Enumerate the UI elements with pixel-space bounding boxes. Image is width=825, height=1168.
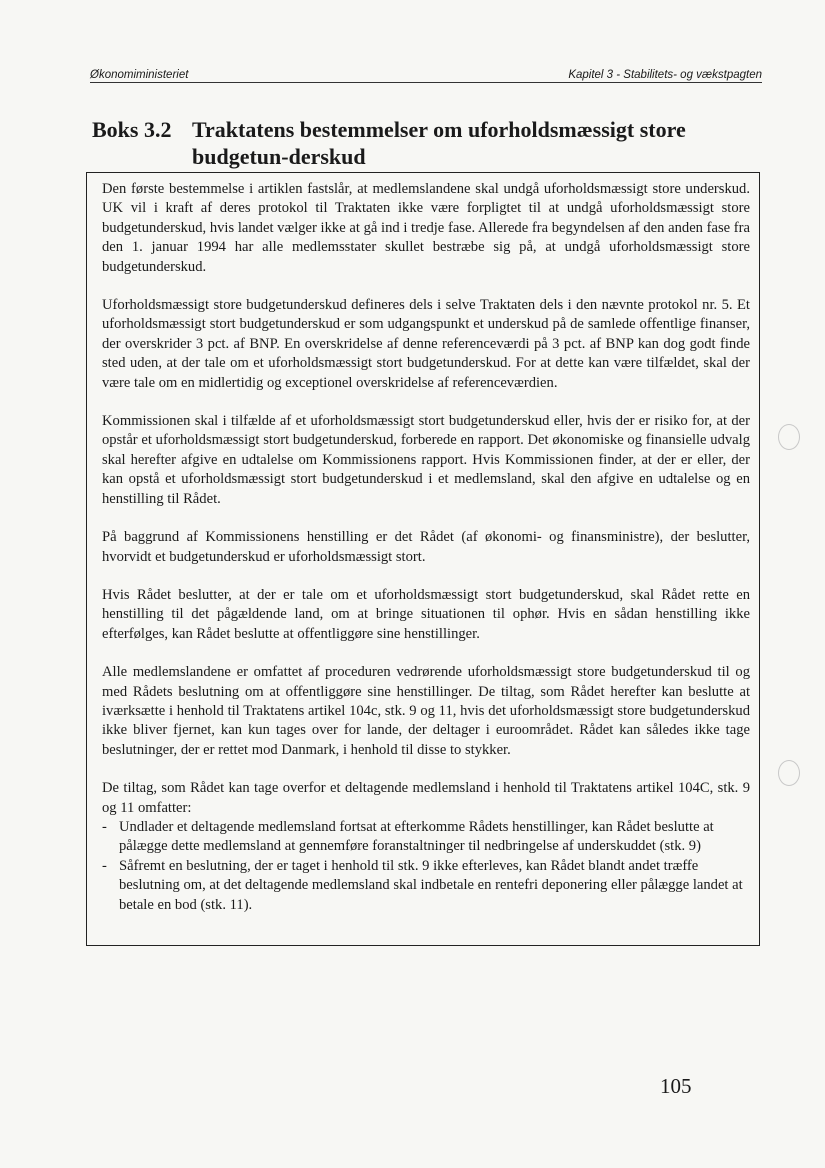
paragraph-5: Hvis Rådet beslutter, at der er tale om et uforholdsmæssigt stort budgetunderskud, skal Rådet rette en henstilling til det pågældende land, om at bringe situationen til ophør. Hvis en sådan henstilling ikke efterfølges, kan Rådet beslutte at offentliggøre sine henstillinger. [102,586,750,642]
running-header [90,64,762,83]
paragraph-6: Alle medlemslandene er omfattet af proceduren vedrørende uforholdsmæssigt store budgetunderskud til og med Rådets beslutning om at offentliggøre sine henstillinger. De tiltag, som Rådet herefter kan beslutte at iværksætte i henhold til Traktatens artikel 104c, stk. 9 og 11, hvis det uforholdsmæssigt store budgetunderskud ikke bliver fjernet, kan kun tages over for lande, der deltager i euroområdet. Rådet kan således ikke tage beslutninger, der er rettet mod Danmark, i henhold til disse to stykker. [102,664,750,758]
bullet-dash: - [102,857,107,874]
page-number: 105 [660,1074,692,1098]
box-content [102,180,750,915]
list-item [102,818,750,857]
list-intro: De tiltag, som Rådet kan tage overfor et deltagende medlemsland i henhold til Traktatens artikel 104C, stk. 9 og 11 omfatter: [102,780,750,816]
list-item-text: Såfremt en beslutning, der er taget i henhold til stk. 9 ikke efterleves, kan Rådet blandt andet træffe beslutning om, at det deltagende medlemsland skal indbetale en rentefri deponering eller pålægge landet at betale en bod (stk. 11). [119,857,743,913]
bullet-dash: - [102,818,107,835]
paragraph-1: Den første bestemmelse i artiklen fastslår, at medlemslandene skal undgå uforholdsmæssigt store underskud. UK vil i kraft af deres protokol til Traktaten ikke være forpligtet til at undgå uforholdsmæssigt store budgetunderskud, hvis landet vælger ikke at gå ind i tredje fase. Allerede fra begyndelsen af den anden fase fra den 1. januar 1994 har alle medlemsstater skullet bestræbe sig på, at undgå uforholdsmæssigt store budgetunderskud. [102,181,750,275]
header-ministry: Økonomiministeriet [90,69,189,81]
paragraph-2: Uforholdsmæssigt store budgetunderskud defineres dels i selve Traktaten dels i den nævnte protokol nr. 5. Et uforholdsmæssigt stort budgetunderskud er som udgangspunkt et underskud på de samlede offentlige finanser, der overskrider 3 pct. af BNP. En overskridelse af denne referenceværdi på 3 pct. af BNP kan dog godt finde sted uden, at der tale om et uforholdsmæssigt stort budgetunderskud. For at dette kan være tilfældet, skal der være tale om en midlertidig og exceptionel overskridelse af referenceværdien. [102,297,750,391]
box-title: Traktatens bestemmelser om uforholdsmæssigt store budgetun-derskud [192,117,686,169]
list-item [102,857,750,915]
header-chapter: Kapitel 3 - Stabilitets- og vækstpagten [568,69,762,81]
measures-list [102,818,750,915]
box-number: Boks 3.2 [92,117,172,142]
paragraph-4: På baggrund af Kommissionens henstilling er det Rådet (af økonomi- og finansministre), der beslutter, hvorvidt et budgetunderskud er uforholdsmæssigt stort. [102,529,750,565]
punch-hole-icon [778,424,800,450]
list-item-text: Undlader et deltagende medlemsland fortsat at efterkomme Rådets henstillinger, kan Rådet beslutte at pålægge dette medlemsland at gennemføre foranstaltninger til nedbringelse af underskuddet (stk. 9) [119,818,714,855]
paragraph-3: Kommissionen skal i tilfælde af et uforholdsmæssigt stort budgetunderskud eller, hvis der er risiko for, at der opstår et uforholdsmæssigt stort budgetunderskud, forberede en rapport. Det økonomiske og finansielle udvalg skal herefter afgive en udtalelse om Kommissionens rapport. Hvis Kommissionen finder, at der er eller, der kan opstå et uforholdsmæssigt stort budgetunderskud i et medlemsland, skal den afgive en udtalelse og en henstilling til Rådet. [102,413,750,507]
punch-hole-icon [778,760,800,786]
